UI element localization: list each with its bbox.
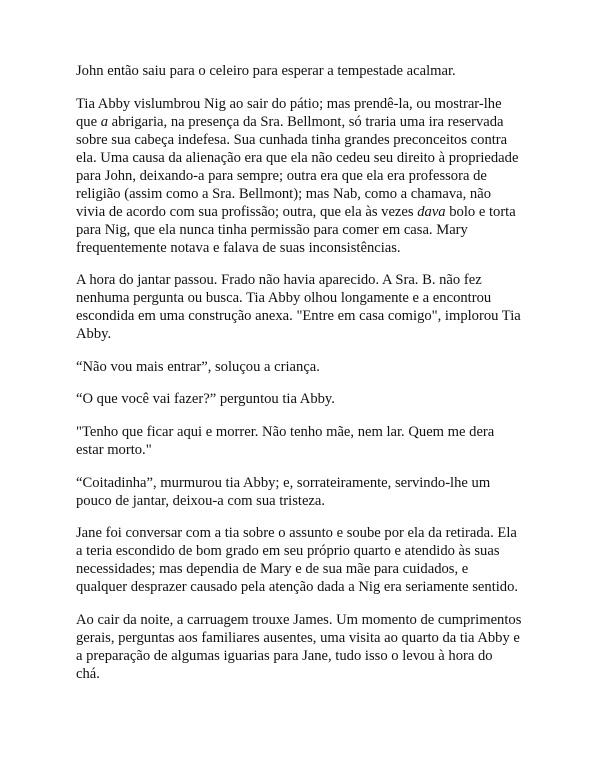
text-segment: qualquer desprazer causado pela atenção dada a Nig era seriamente sentido. bbox=[76, 579, 519, 596]
text-segment: pouco de jantar, deixou-a com sua tristeza. bbox=[76, 492, 326, 509]
text-line bbox=[76, 665, 536, 683]
emphasis-text: a bbox=[100, 113, 109, 130]
text-line bbox=[76, 325, 536, 343]
text-segment: a teria escondido de bom grado em seu próprio quarto e atendido às suas bbox=[76, 543, 500, 560]
document-page bbox=[76, 62, 536, 697]
text-segment: Jane foi conversar com a tia sobre o assunto e soube por ela da retirada. Ela bbox=[76, 525, 517, 542]
paragraph bbox=[76, 423, 536, 459]
text-segment: "Tenho que ficar aqui e morrer. Não tenho mãe, nem lar. Quem me dera bbox=[76, 423, 495, 440]
text-line bbox=[76, 149, 536, 167]
text-segment: Tia Abby vislumbrou Nig ao sair do pátio; mas prendê-la, ou mostrar-lhe bbox=[76, 95, 502, 112]
paragraph bbox=[76, 95, 536, 257]
text-line bbox=[76, 131, 536, 149]
text-segment: “O que você vai fazer?” perguntou tia Abby. bbox=[76, 391, 335, 408]
text-line bbox=[76, 542, 536, 560]
paragraph bbox=[76, 524, 536, 596]
text-segment: estar morto." bbox=[76, 441, 152, 458]
text-segment: para John, deixando-a para sempre; outra era que ela era professora de bbox=[76, 167, 487, 184]
text-segment: Ao cair da noite, a carruagem trouxe James. Um momento de cumprimentos bbox=[76, 611, 522, 628]
text-line bbox=[76, 524, 536, 542]
text-segment: necessidades; mas dependia de Mary e de sua mãe para cuidados, e bbox=[76, 561, 469, 578]
text-segment: religião (assim como a Sra. Bellmont); mas Nab, como a chamava, não bbox=[76, 185, 491, 202]
text-line bbox=[76, 307, 536, 325]
paragraph bbox=[76, 62, 536, 80]
text-line bbox=[76, 474, 536, 492]
text-segment: que bbox=[76, 113, 101, 130]
text-segment: chá. bbox=[76, 665, 100, 682]
text-line bbox=[76, 441, 536, 459]
text-segment: frequentemente notava e falava de suas inconsistências. bbox=[76, 239, 401, 256]
emphasis-text: dava bbox=[417, 203, 446, 220]
text-line bbox=[76, 560, 536, 578]
text-segment: abrigaria, na presença da Sra. Bellmont, só traria uma ira reservada bbox=[108, 113, 504, 130]
text-segment: para Nig, que ela nunca tinha permissão para comer em casa. Mary bbox=[76, 221, 468, 238]
text-line bbox=[76, 423, 536, 441]
text-line bbox=[76, 647, 536, 665]
text-line bbox=[76, 611, 536, 629]
paragraph bbox=[76, 611, 536, 683]
text-segment: Abby. bbox=[76, 326, 112, 343]
paragraph bbox=[76, 358, 536, 376]
text-segment: sobre sua cabeça indefesa. Sua cunhada tinha grandes preconceitos contra bbox=[76, 131, 508, 148]
text-segment: “Coitadinha”, murmurou tia Abby; e, sorrateiramente, servindo-lhe um bbox=[76, 474, 491, 491]
text-segment: “Não vou mais entrar”, soluçou a criança. bbox=[76, 358, 320, 375]
text-line bbox=[76, 62, 536, 80]
text-line bbox=[76, 358, 536, 376]
text-line bbox=[76, 221, 536, 239]
paragraph bbox=[76, 390, 536, 408]
text-segment: escondida em uma construção anexa. "Entre em casa comigo", implorou Tia bbox=[76, 308, 521, 325]
text-line bbox=[76, 492, 536, 510]
text-line bbox=[76, 289, 536, 307]
text-line bbox=[76, 203, 536, 221]
text-line bbox=[76, 390, 536, 408]
text-line bbox=[76, 113, 536, 131]
text-segment: A hora do jantar passou. Frado não havia aparecido. A Sra. B. não fez bbox=[76, 272, 482, 289]
text-line bbox=[76, 167, 536, 185]
text-segment: a preparação de algumas iguarias para Jane, tudo isso o levou à hora do bbox=[76, 647, 493, 664]
text-segment: ela. Uma causa da alienação era que ela não cedeu seu direito à propriedade bbox=[76, 149, 519, 166]
paragraph bbox=[76, 271, 536, 343]
paragraph bbox=[76, 474, 536, 510]
text-segment: John então saiu para o celeiro para esperar a tempestade acalmar. bbox=[76, 63, 456, 79]
text-segment: bolo e torta bbox=[445, 203, 516, 220]
text-line bbox=[76, 239, 536, 257]
text-line bbox=[76, 578, 536, 596]
text-line bbox=[76, 185, 536, 203]
text-segment: nenhuma pergunta ou busca. Tia Abby olhou longamente e a encontrou bbox=[76, 290, 492, 307]
text-line bbox=[76, 271, 536, 289]
text-line bbox=[76, 95, 536, 113]
text-segment: gerais, perguntas aos familiares ausentes, uma visita ao quarto da tia Abby e bbox=[76, 629, 520, 646]
text-segment: vivia de acordo com sua profissão; outra, que ela às vezes bbox=[76, 203, 418, 220]
text-line bbox=[76, 629, 536, 647]
